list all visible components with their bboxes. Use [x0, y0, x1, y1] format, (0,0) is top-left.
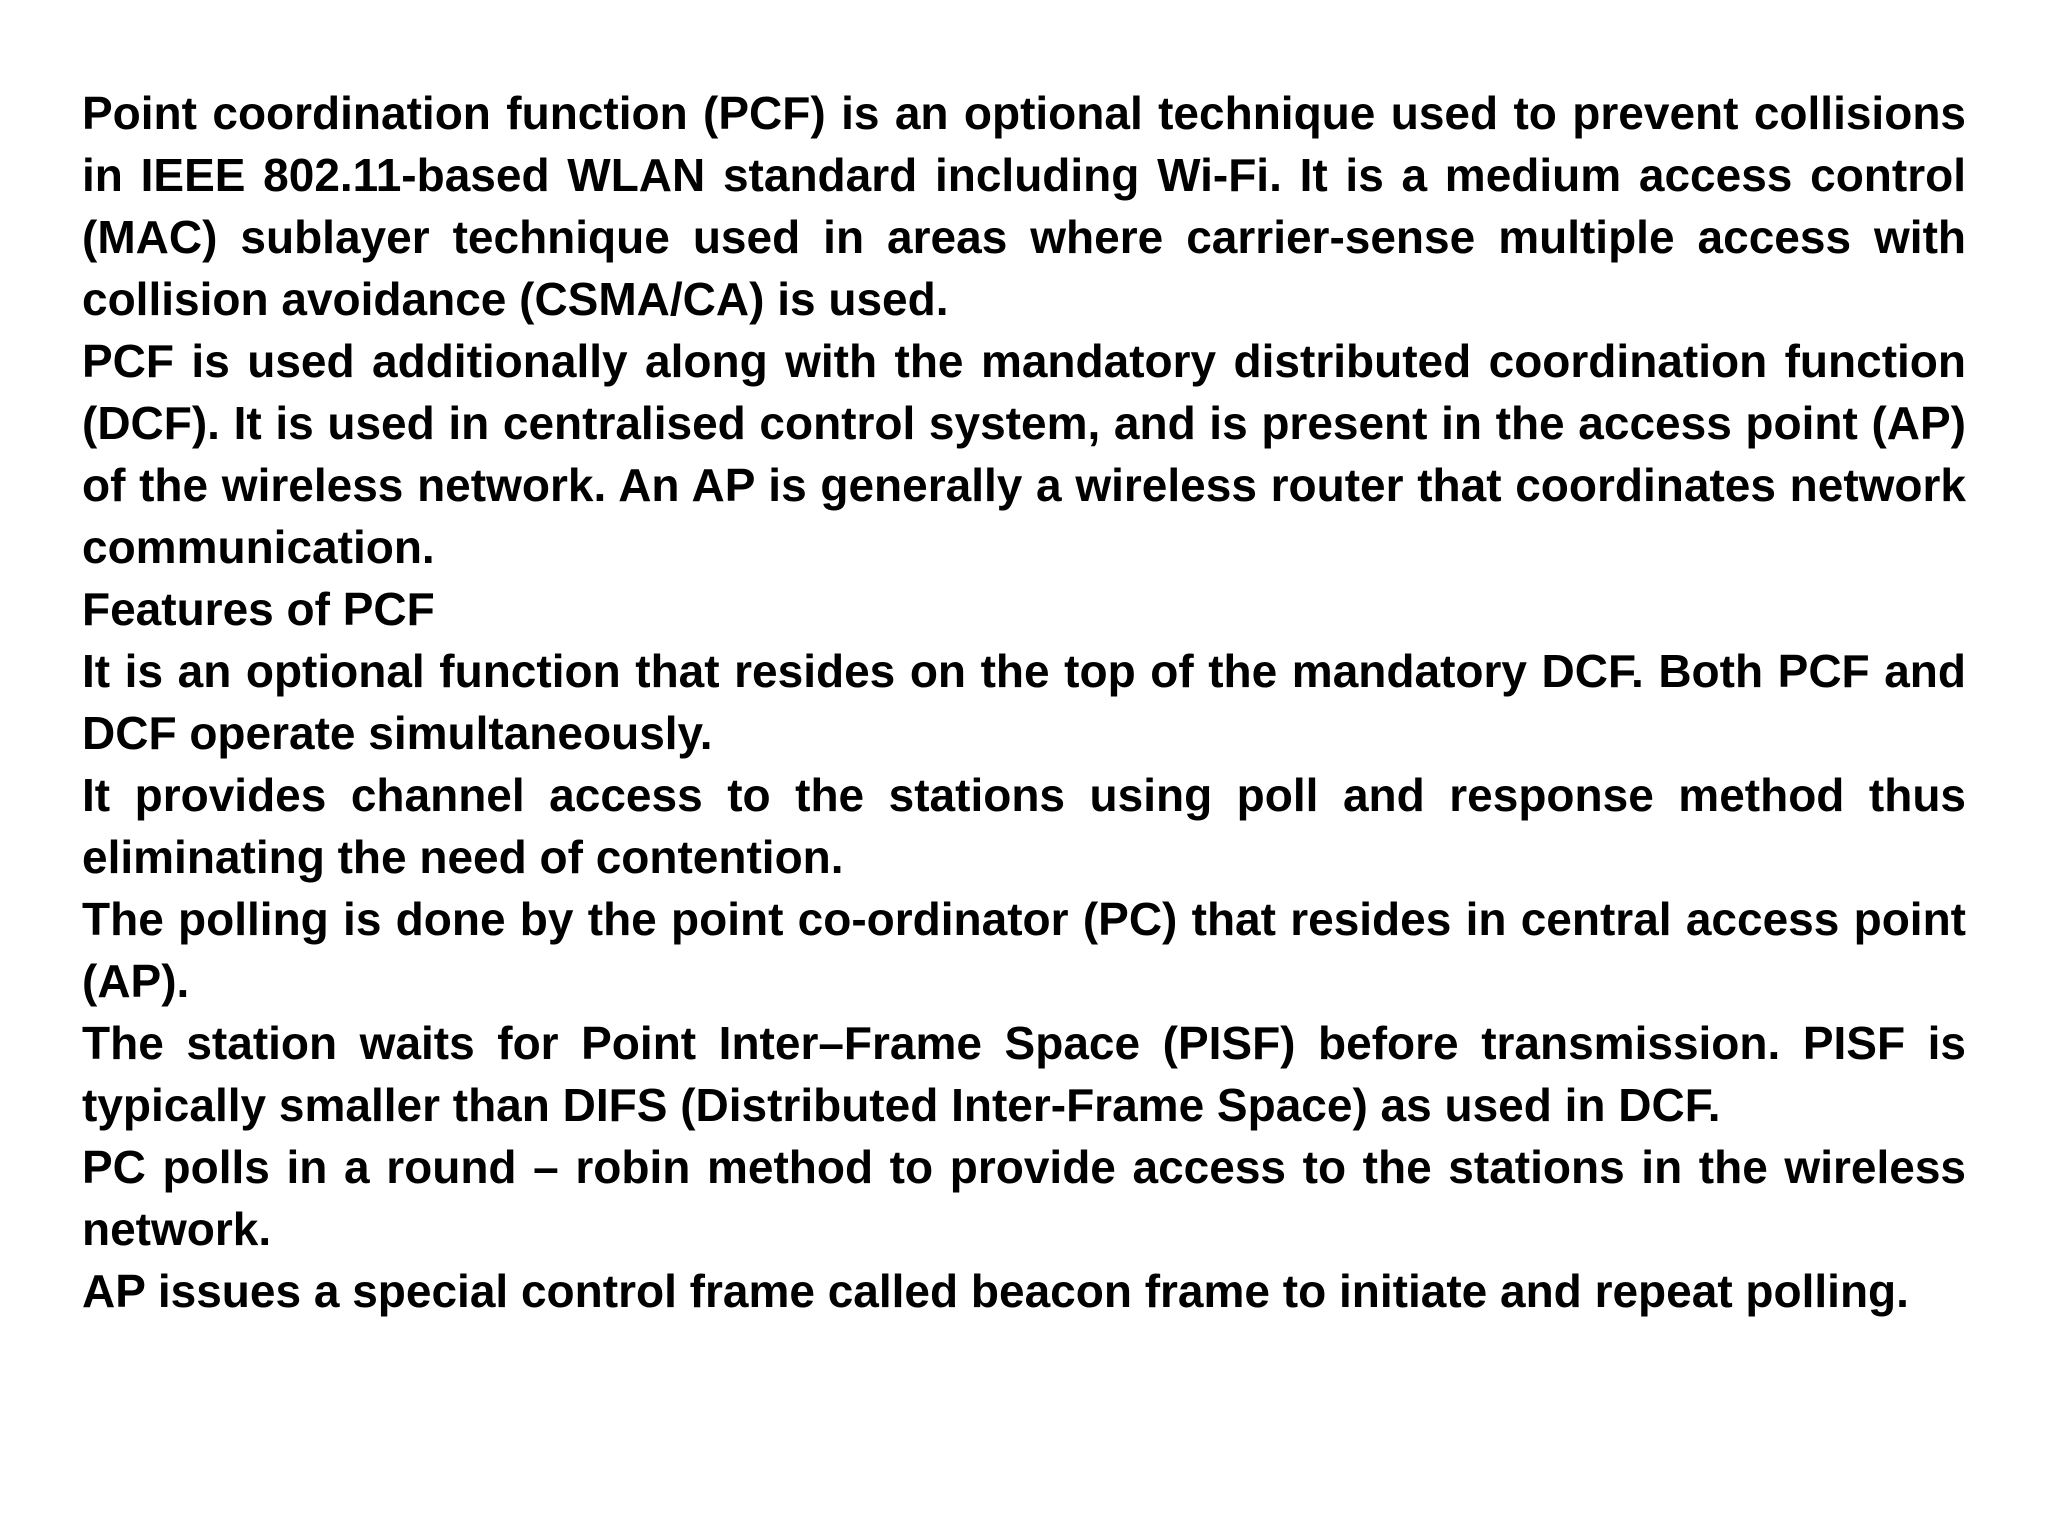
feature-item: AP issues a special control frame called beacon frame to initiate and repeat polling.	[82, 1265, 1909, 1317]
feature-item: It is an optional function that resides on the top of the mandatory DCF. Both PCF and DCF operate simultaneously.	[82, 645, 1966, 759]
feature-item: PC polls in a round – robin method to provide access to the stations in the wireless network.	[82, 1141, 1966, 1255]
feature-item: The polling is done by the point co-ordinator (PC) that resides in central access point (AP).	[82, 893, 1966, 1007]
document-body	[82, 82, 1966, 1322]
feature-item: The station waits for Point Inter–Frame Space (PISF) before transmission. PISF is typically smaller than DIFS (Distributed Inter-Frame Space) as used in DCF.	[82, 1017, 1966, 1131]
feature-item: It provides channel access to the stations using poll and response method thus eliminating the need of contention.	[82, 769, 1966, 883]
paragraph-pcf-definition: Point coordination function (PCF) is an optional technique used to prevent collisions in IEEE 802.11-based WLAN standard including Wi-Fi. It is a medium access control (MAC) sublayer technique used in areas where carrier-sense multiple access with collision avoidance (CSMA/CA) is used.	[82, 87, 1966, 325]
paragraph-pcf-dcf: PCF is used additionally along with the mandatory distributed coordination function (DCF). It is used in centralised control system, and is present in the access point (AP) of the wireless network. An AP is generally a wireless router that coordinates network communication.	[82, 335, 1966, 573]
section-heading-features: Features of PCF	[82, 583, 435, 635]
